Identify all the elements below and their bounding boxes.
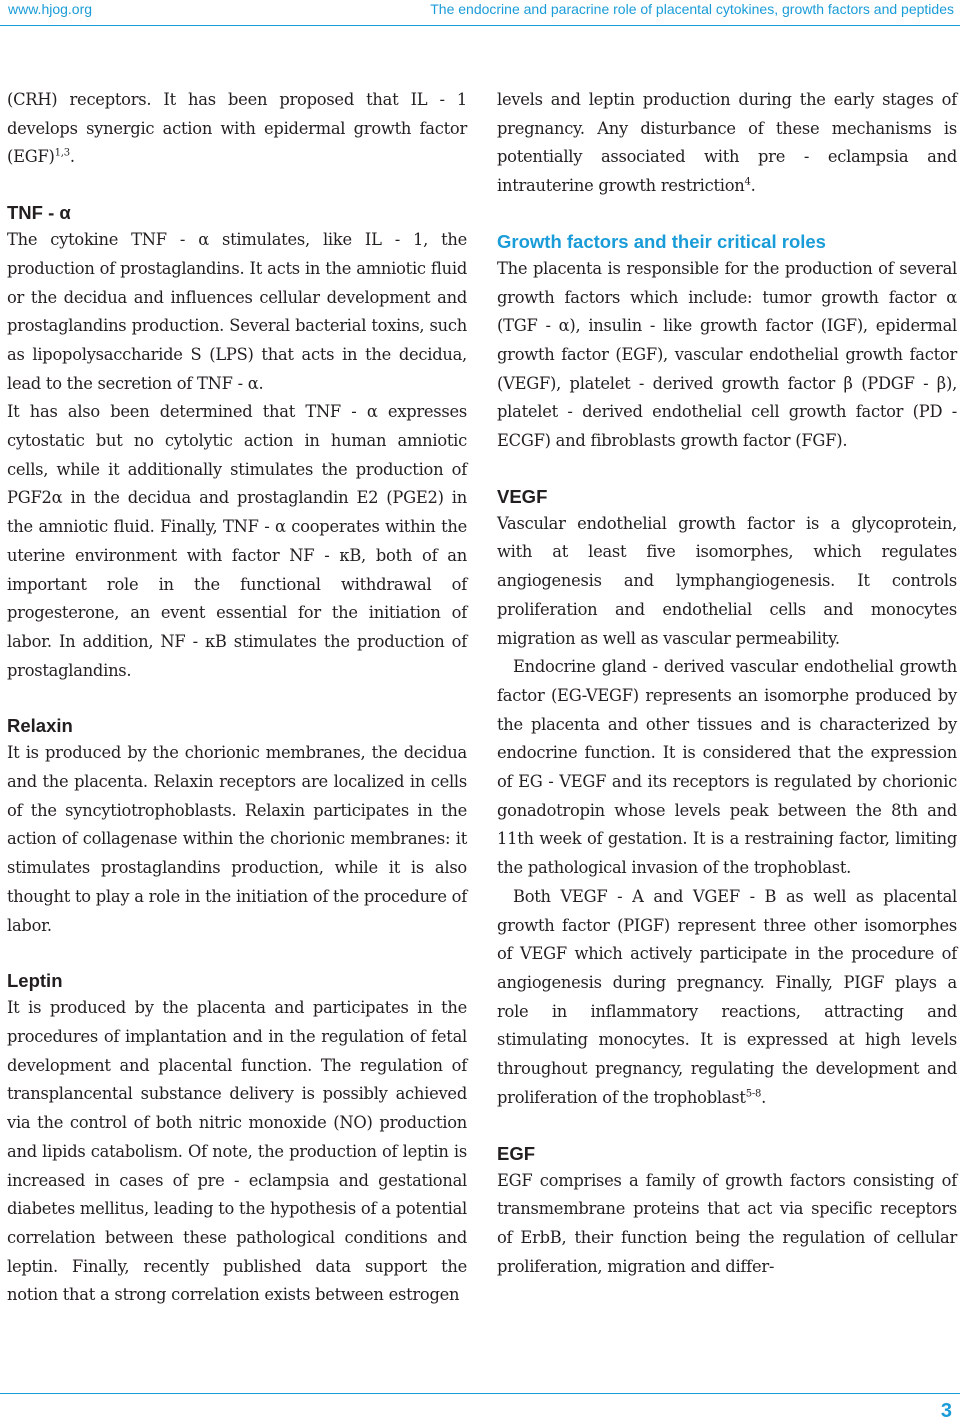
page-header <box>0 0 960 26</box>
journal-website[interactable]: www.hjog.org <box>8 1 93 17</box>
paragraph-egf: EGF comprises a family of growth factors consisting of transmembrane proteins that act via specific receptors of ErbB, their function being the regulation of cellular proliferation, migration and differ- <box>497 1170 957 1276</box>
paragraph-leptin-continued: levels and leptin production during the early stages of pregnancy. Any disturbance of these mechanisms is potentially associated with pre - eclampsia and intrauterine growth restriction$^4$. <box>497 90 957 196</box>
left-column <box>7 86 467 1310</box>
running-title: The endocrine and paracrine role of placental cytokines, growth factors and peptides <box>430 1 954 17</box>
citation-superscript: 5-8 <box>745 1088 762 1100</box>
paragraph-vegf-3: Both VEGF - A and VGEF - B as well as placental growth factor (PIGF) represent three other isomorphes of VEGF which actively participate in the procedure of angiogenesis during pregnancy. Finally, PIGF plays a role in inflammatory reactions, attracting and stimulating monocytes. It is expressed at high levels throughout pregnancy, regulating the development and proliferation of the trophoblast$^{5-8}$. <box>497 886 957 1107</box>
header-rule <box>0 25 960 26</box>
paragraph-growth-factors: The placenta is responsible for the production of several growth factors which include: tumor growth factor α (TGF - α), insulin - like growth factor (IGF), epidermal growth factor (EGF), vascular endothelial growth factor (VEGF), platelet - derived growth factor β (PDGF - β), platelet - derived endothelial cell growth factor (PD - ECGF) and fibroblasts growth factor (FGF). <box>497 258 957 451</box>
heading-growth-factors: Growth factors and their critical roles <box>497 230 826 252</box>
paragraph-leptin: It is produced by the placenta and participates in the procedures of implantation and in the regulation of fetal development and placental function. The regulation of transplancental substance delivery is possibly achieved via the control of both nitric monoxide (NO) production and lipids catabolism. Of note, the production of leptin is increased in cases of pre - eclampsia and gestational diabetes mellitus, leading to the hypothesis of a potential correlation between these pathological conditions and leptin. Finally, recently published data support the notion that a strong correlation exists between estrogen <box>7 998 467 1305</box>
footer-rule <box>0 1393 960 1394</box>
heading-leptin: Leptin <box>7 970 63 992</box>
paragraph-tnf-1: The cytokine TNF - α stimulates, like IL - 1, the production of prostaglandins. It acts in the amniotic fluid or the decidua and influences cellular development and prostaglandins production. Several bacterial toxins, such as lipopolysaccharide S (LPS) that acts in the decidua, lead to the secretion of TNF - α. <box>7 230 467 393</box>
heading-vegf: VEGF <box>497 485 548 507</box>
citation-superscript: 1,3 <box>54 147 70 159</box>
page-number: 3 <box>940 1400 952 1422</box>
paragraph-relaxin: It is produced by the chorionic membranes, the decidua and the placenta. Relaxin receptors are localized in cells of the syncytiotrophoblasts. Relaxin participates in the action of collagenase within the chorionic membranes: it stimulates prostaglandins production, while it is also thought to play a role in the initiation of the procedure of labor. <box>7 743 467 935</box>
heading-relaxin: Relaxin <box>7 715 73 737</box>
heading-tnf-alpha: TNF - α <box>7 202 71 224</box>
heading-egf: EGF <box>497 1142 536 1164</box>
paragraph-vegf-2: Endocrine gland - derived vascular endothelial growth factor (EG-VEGF) represents an isomorphe produced by the placenta and other tissues and is characterized by endocrine function. It is considered that the expression of EG - VEGF and its receptors is regulated by chorionic gonadotropin whose levels peak between the 8th and 11th week of gestation. It is a restraining factor, limiting the pathological invasion of the trophoblast. <box>497 657 957 878</box>
paragraph-crh-receptors: (CRH) receptors. It has been proposed that IL - 1 develops synergic action with epidermal growth factor (EGF)$^{1,3}$. <box>7 90 467 167</box>
right-column <box>497 86 957 1281</box>
paragraph-vegf-1: Vascular endothelial growth factor is a glycoprotein, with at least five isomorphes, which regulates angiogenesis and lymphangiogenesis. It controls proliferation and endothelial cells and monocytes migration as well as vascular permeability. <box>497 513 957 648</box>
citation-superscript: 4 <box>744 176 751 188</box>
paragraph-tnf-2: It has also been determined that TNF - α expresses cytostatic but no cytolytic action in human amniotic cells, while it additionally stimulates the production of PGF2α in the decidua and prostaglandin E2 (PGE2) in the amniotic fluid. Finally, TNF - α cooperates within the uterine environment with factor NF - κB, both of an important role in the functional withdrawal of progesterone, an event essential for the initiation of labor. In addition, NF - κB stimulates the production of prostaglandins. <box>7 402 467 680</box>
